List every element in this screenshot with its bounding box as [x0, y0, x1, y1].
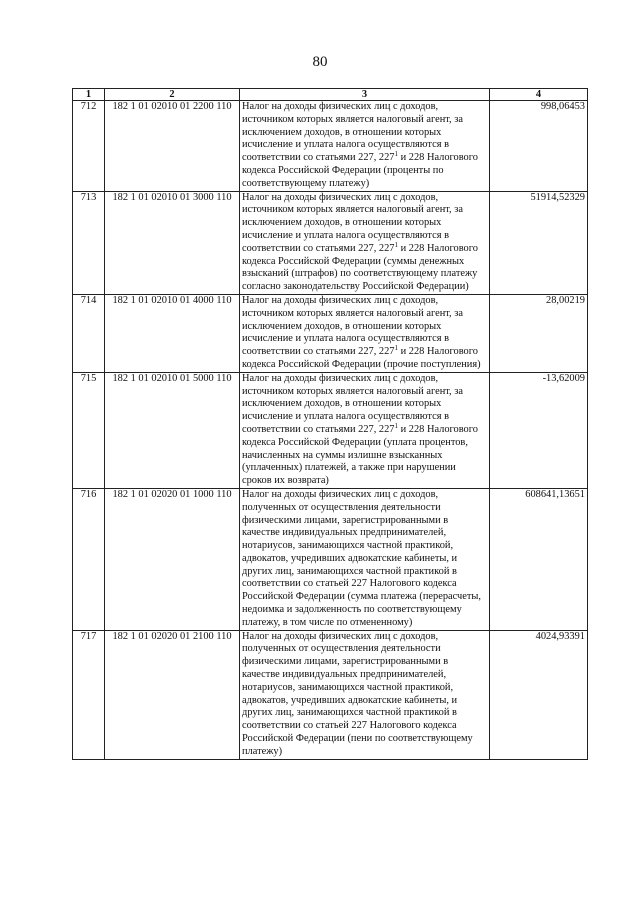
table-header-row — [73, 89, 588, 101]
table-row — [73, 101, 588, 192]
description-text: Налог на доходы физических лиц с доходов, источником которых является налоговый агент, за исключением доходов, в отношении которых исчисление и уплата налога осуществляются в соответствии со статьями 227, 227 — [242, 191, 463, 254]
description-text-tail: и 228 Налогового кодекса Российской Федерации (проценты по соответствующему платежу) — [242, 152, 478, 189]
row-number: 716 — [73, 488, 105, 630]
table-row — [73, 191, 588, 294]
column-header: 3 — [240, 89, 490, 101]
amount: 28,00219 — [490, 294, 588, 372]
description-text-tail: и 228 Налогового кодекса Российской Федерации (уплата процентов, начисленных на суммы излишне взысканных (уплаченных) платежей, а также при нарушении сроков их возврата) — [242, 423, 478, 487]
row-number: 713 — [73, 191, 105, 294]
superscript: 1 — [394, 240, 398, 249]
table-row — [73, 488, 588, 630]
page-number: 80 — [312, 54, 328, 70]
income-description — [240, 294, 490, 372]
description-text: Налог на доходы физических лиц с доходов, источником которых является налоговый агент, за исключением доходов, в отношении которых исчисление и уплата налога осуществляются в соответствии со статьями 227, 227 — [242, 101, 463, 164]
amount: 51914,52329 — [490, 191, 588, 294]
column-header: 4 — [490, 89, 588, 101]
income-description — [240, 630, 490, 759]
column-header: 2 — [105, 89, 240, 101]
table-row — [73, 630, 588, 759]
income-description — [240, 191, 490, 294]
table-row — [73, 372, 588, 488]
budget-code: 182 1 01 02020 01 1000 110 — [105, 488, 240, 630]
budget-code: 182 1 01 02020 01 2100 110 — [105, 630, 240, 759]
budget-table — [72, 88, 588, 760]
row-number: 717 — [73, 630, 105, 759]
description-text-tail: и 228 Налогового кодекса Российской Федерации (суммы денежных взысканий (штрафов) по соответствующему платежу согласно законодательству Российской Федерации) — [242, 242, 478, 293]
budget-code: 182 1 01 02010 01 4000 110 — [105, 294, 240, 372]
amount: -13,62009 — [490, 372, 588, 488]
description-text: Налог на доходы физических лиц с доходов, полученных от осуществления деятельности физическими лицами, зарегистрированными в качестве индивидуальных предпринимателей, нотариусов, занимающихся частной практикой, адвокатов, учредивших адвокатские кабинеты, и других лиц, занимающихся частной практикой в соответствии со статьей 227 Налогового кодекса Российской Федерации (пени по соответствующему платежу) — [242, 630, 473, 757]
column-header: 1 — [73, 89, 105, 101]
budget-code: 182 1 01 02010 01 3000 110 — [105, 191, 240, 294]
superscript: 1 — [394, 344, 398, 353]
budget-code: 182 1 01 02010 01 5000 110 — [105, 372, 240, 488]
budget-code: 182 1 01 02010 01 2200 110 — [105, 101, 240, 192]
amount: 998,06453 — [490, 101, 588, 192]
superscript: 1 — [394, 421, 398, 430]
description-text: Налог на доходы физических лиц с доходов, источником которых является налоговый агент, за исключением доходов, в отношении которых исчисление и уплата налога осуществляются в соответствии со статьями 227, 227 — [242, 294, 463, 358]
amount: 608641,13651 — [490, 488, 588, 630]
row-number: 712 — [73, 101, 105, 192]
description-text: Налог на доходы физических лиц с доходов, полученных от осуществления деятельности физическими лицами, зарегистрированными в качестве индивидуальных предпринимателей, нотариусов, занимающихся частной практикой, адвокатов, учредивших адвокатские кабинеты, и других лиц, занимающихся частной практикой в соответствии со статьей 227 Налогового кодекса Российской Федерации (сумма платежа (перерасчеты, недоимка и задолженность по соответствующему платежу, в том числе по отмененному) — [242, 488, 481, 628]
table-row — [73, 294, 588, 372]
row-number: 715 — [73, 372, 105, 488]
description-text-tail: и 228 Налогового кодекса Российской Федерации (прочие поступления) — [242, 346, 481, 370]
income-description — [240, 488, 490, 630]
description-text: Налог на доходы физических лиц с доходов, источником которых является налоговый агент, за исключением доходов, в отношении которых исчисление и уплата налога осуществляются в соответствии со статьями 227, 227 — [242, 372, 463, 435]
row-number: 714 — [73, 294, 105, 372]
amount: 4024,93391 — [490, 630, 588, 759]
income-description — [240, 101, 490, 192]
income-description — [240, 372, 490, 488]
superscript: 1 — [394, 150, 398, 159]
